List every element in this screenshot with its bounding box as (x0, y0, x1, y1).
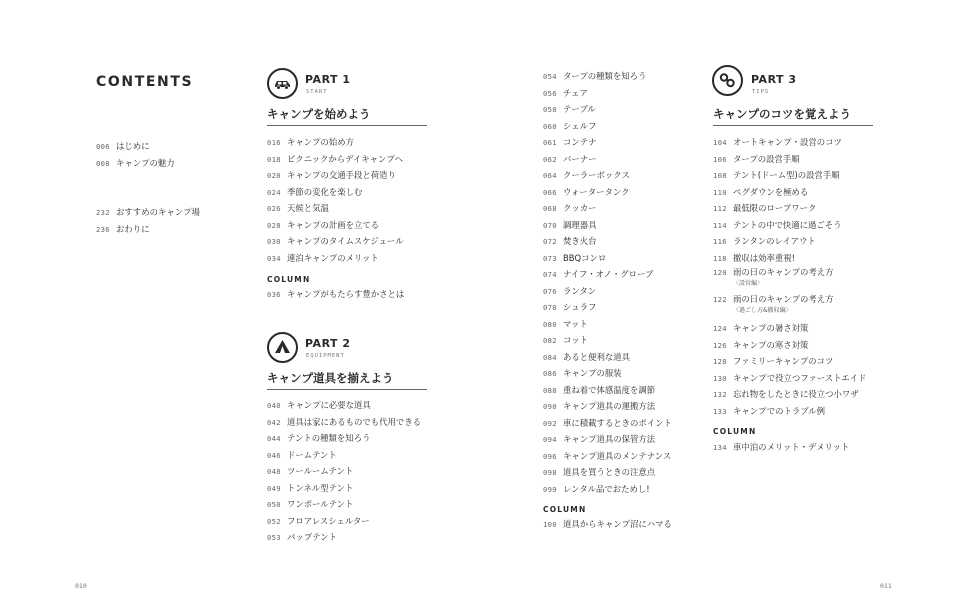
toc-page-number: 068 (543, 204, 557, 213)
toc-page-number: 128 (713, 357, 727, 366)
toc-entry-title: キャンプの寒さ対策 (733, 339, 809, 350)
part3-label: PART 3 (751, 73, 797, 86)
toc-entry (543, 415, 672, 432)
part2-column-label: COLUMN (543, 505, 587, 514)
toc-page-number: 016 (267, 138, 281, 147)
toc-entry-title: キャンプ道具の運搬方法 (563, 401, 656, 411)
toc-entry (543, 481, 672, 498)
toc-entry-title: キャンプの魅力 (116, 157, 175, 168)
toc-entry (267, 217, 404, 234)
outro-list (96, 204, 200, 237)
toc-entry (543, 200, 672, 217)
toc-page-number: 098 (543, 468, 557, 477)
part3-column-label: COLUMN (713, 427, 757, 436)
toc-page-number: 130 (713, 373, 727, 383)
toc-entry-title: テーブル (563, 104, 596, 114)
contents-title: CONTENTS (96, 74, 194, 90)
toc-entry (713, 403, 866, 420)
toc-entry-title: ツールームテント (287, 466, 354, 476)
toc-entry-title: コット (563, 335, 588, 345)
toc-page-number: 100 (543, 520, 557, 529)
toc-entry (267, 496, 421, 513)
part3-sub: TIPS (752, 89, 770, 95)
toc-entry (713, 293, 866, 320)
toc-entry-title: 天候と気温 (287, 203, 329, 213)
toc-entry-title: テントの種類を知ろう (287, 433, 371, 443)
toc-page-number: 090 (543, 402, 557, 411)
car-icon (267, 68, 298, 99)
intro-list (96, 138, 175, 171)
toc-entry (713, 250, 866, 267)
toc-page-number: 034 (267, 253, 281, 263)
toc-entry-title: トンネル型テント (287, 482, 354, 493)
toc-entry (713, 386, 866, 403)
toc-entry (543, 299, 672, 316)
toc-entry (96, 204, 200, 221)
toc-entry-title: 車中泊のメリット・デメリット (733, 442, 850, 452)
toc-entry (713, 217, 866, 234)
toc-page-number: 040 (267, 401, 281, 410)
toc-entry-title: 調理器具 (563, 219, 597, 230)
toc-page-number: 132 (713, 390, 727, 399)
toc-entry-title: キャンプでのトラブル例 (733, 405, 826, 416)
toc-page-number: 073 (543, 253, 557, 263)
toc-entry-title: あると便利な道具 (563, 351, 630, 362)
toc-entry-title: 重ね着で体感温度を調節 (563, 384, 656, 395)
toc-entry-title: ランタン (563, 285, 597, 296)
toc-page-number: 232 (96, 208, 110, 217)
toc-page-number: 018 (267, 154, 281, 164)
toc-entry (713, 266, 866, 293)
toc-page-number: 133 (713, 406, 727, 416)
part1-label: PART 1 (305, 73, 351, 86)
toc-entry (713, 337, 866, 354)
toc-page-number: 066 (543, 187, 557, 197)
toc-entry (543, 250, 672, 267)
toc-entry (543, 68, 672, 85)
toc-entry (96, 221, 200, 238)
toc-page-number: 116 (713, 237, 727, 246)
toc-entry (543, 283, 672, 300)
toc-entry (713, 439, 866, 456)
part1-column-label: COLUMN (267, 275, 311, 284)
toc-page-number: 106 (713, 154, 727, 164)
toc-entry (267, 529, 421, 546)
part2-sub: EQUIPMENT (306, 353, 345, 359)
part3-list (713, 134, 866, 456)
toc-page-number: 084 (543, 352, 557, 362)
toc-page-number: 030 (267, 237, 281, 246)
toc-page-number: 046 (267, 450, 281, 460)
toc-entry-title: 道具からキャンプ沼にハマる (563, 519, 672, 529)
toc-entry-title: テントの中で快適に過ごそう (733, 219, 842, 230)
toc-entry-title: ピクニックからデイキャンプへ (287, 153, 403, 164)
toc-entry-title: オートキャンプ・設営のコツ (733, 137, 842, 147)
toc-entry-title: バーナー (563, 153, 597, 164)
toc-entry-title: 連泊キャンプのメリット (287, 252, 379, 263)
toc-entry-title: クッカー (563, 203, 597, 213)
toc-entry-title: レンタル品でおためし! (563, 483, 650, 494)
toc-page-number: 054 (543, 72, 557, 81)
toc-page-number: 061 (543, 138, 557, 147)
part2-list (267, 397, 421, 546)
part1-column-list (267, 286, 404, 303)
toc-entry-title: 撤収は効率重視! (733, 252, 795, 263)
toc-entry (543, 332, 672, 349)
toc-entry-title: キャンプの暑さ対策 (733, 323, 809, 333)
toc-entry (267, 233, 404, 250)
toc-entry (543, 134, 672, 151)
toc-entry-title: ウォータータンク (563, 186, 630, 197)
toc-entry (543, 217, 672, 234)
toc-page-number: 114 (713, 220, 727, 230)
toc-entry (713, 200, 866, 217)
toc-entry-title: キャンプ道具のメンテナンス (563, 450, 672, 461)
toc-page-number: 110 (713, 187, 727, 197)
toc-page-number: 080 (543, 319, 557, 329)
toc-entry-title: ペグダウンを極める (733, 186, 809, 197)
part1-list (267, 134, 404, 266)
toc-entry-subtitle: 〈設営編〉 (733, 280, 764, 287)
toc-entry-title: 道具を買うときの注意点 (563, 467, 656, 477)
toc-entry (267, 184, 404, 201)
toc-entry (267, 167, 404, 184)
toc-page-number: 122 (713, 295, 727, 304)
toc-entry-title: クーラーボックス (563, 170, 630, 180)
toc-entry-subtitle: 〈過ごし方&撤収編〉 (733, 307, 792, 314)
toc-page-number: 053 (267, 533, 281, 542)
toc-entry (267, 151, 404, 168)
toc-page-number: 064 (543, 171, 557, 180)
toc-entry-title: キャンプの交通手段と荷造り (287, 170, 396, 180)
toc-page-number: 044 (267, 434, 281, 443)
toc-entry (267, 447, 421, 464)
toc-entry (713, 353, 866, 370)
toc-entry-title: タープの設営手順 (733, 153, 800, 164)
toc-entry-title: フロアレスシェルター (287, 515, 370, 526)
toc-page-number: 048 (267, 467, 281, 476)
toc-entry (267, 200, 404, 217)
toc-entry-title: 道具は家にあるものでも代用できる (287, 416, 421, 427)
toc-entry-title: シェルフ (563, 120, 597, 131)
toc-entry (713, 167, 866, 184)
toc-entry-title: マット (563, 318, 588, 329)
toc-page-number: 060 (543, 121, 557, 131)
toc-entry-title: ナイフ・オノ・グローブ (563, 269, 654, 279)
toc-entry-title: コンテナ (563, 137, 597, 147)
toc-page-number: 086 (543, 369, 557, 378)
toc-entry (543, 382, 672, 399)
toc-page-number: 104 (713, 138, 727, 147)
toc-entry (543, 516, 672, 533)
toc-entry-title: キャンプに必要な道具 (287, 400, 371, 410)
part2-label: PART 2 (305, 337, 351, 350)
toc-entry (713, 134, 866, 151)
toc-entry (267, 430, 421, 447)
toc-entry-title: キャンプのタイムスケジュール (287, 236, 404, 246)
toc-page-number: 099 (543, 484, 557, 494)
toc-entry-title: BBQコンロ (563, 252, 607, 263)
toc-entry-title: 雨の日のキャンプの考え方 (733, 294, 834, 304)
toc-entry (713, 320, 866, 337)
toc-page-number: 008 (96, 158, 110, 168)
toc-entry (96, 155, 175, 172)
part1-title: キャンプを始めよう (267, 106, 427, 126)
toc-page-number: 028 (267, 220, 281, 230)
toc-entry-title: おすすめのキャンプ場 (116, 207, 200, 217)
part2-title: キャンプ道具を揃えよう (267, 370, 427, 390)
toc-entry-title: 雨の日のキャンプの考え方 (733, 267, 834, 277)
toc-page-number: 026 (267, 204, 281, 213)
toc-entry-title: キャンプ道具の保管方法 (563, 434, 656, 444)
toc-entry (543, 431, 672, 448)
toc-entry-title: ランタンのレイアウト (733, 236, 816, 246)
toc-page-number: 118 (713, 253, 727, 263)
toc-entry (267, 250, 404, 267)
toc-entry-title: 焚き火台 (563, 236, 597, 246)
toc-page-number: 126 (713, 340, 727, 350)
part1-sub: START (306, 89, 328, 95)
toc-entry (267, 134, 404, 151)
toc-entry-title: 車に積載するときのポイント (563, 417, 672, 428)
toc-entry (543, 101, 672, 118)
toc-page-number: 024 (267, 187, 281, 197)
toc-entry (543, 266, 672, 283)
toc-page-number: 112 (713, 204, 727, 213)
toc-entry (543, 118, 672, 135)
toc-entry (543, 398, 672, 415)
toc-entry-title: チェア (563, 87, 588, 98)
toc-page-number: 020 (267, 171, 281, 180)
toc-page-number: 056 (543, 88, 557, 98)
toc-page-number: 124 (713, 324, 727, 333)
tent-icon (267, 332, 298, 363)
toc-entry (543, 365, 672, 382)
toc-page-number: 070 (543, 220, 557, 230)
toc-page-number: 072 (543, 237, 557, 246)
toc-entry-title: ドームテント (287, 449, 337, 460)
toc-entry (543, 349, 672, 366)
folio-left: 010 (75, 582, 87, 590)
toc-page-number: 006 (96, 142, 110, 151)
toc-entry (543, 184, 672, 201)
toc-entry (543, 167, 672, 184)
toc-entry (267, 414, 421, 431)
toc-entry-title: 最低限のロープワーク (733, 203, 817, 213)
toc-entry-title: キャンプで役立つファーストエイド (733, 372, 867, 383)
toc-entry (267, 397, 421, 414)
toc-entry (713, 233, 866, 250)
folio-right: 011 (880, 582, 892, 590)
toc-page-number: 052 (267, 516, 281, 526)
toc-entry (543, 85, 672, 102)
toc-entry-title: キャンプがもたらす豊かさとは (287, 289, 405, 299)
toc-entry-title: おわりに (116, 223, 150, 234)
toc-page-number: 134 (713, 443, 727, 452)
part2-column-list (543, 516, 672, 533)
toc-entry-title: シュラフ (563, 302, 597, 312)
toc-page-number: 082 (543, 336, 557, 345)
toc-entry-title: はじめに (116, 141, 150, 151)
toc-page-number: 088 (543, 385, 557, 395)
toc-page-number: 062 (543, 154, 557, 164)
part2-continued-list (543, 68, 672, 497)
toc-entry-title: タープの種類を知ろう (563, 71, 647, 81)
toc-page-number: 049 (267, 483, 281, 493)
toc-entry (543, 464, 672, 481)
toc-entry (543, 448, 672, 465)
toc-entry-title: キャンプの計画を立てる (287, 219, 380, 230)
toc-page-number: 042 (267, 417, 281, 427)
toc-page-number: 078 (543, 303, 557, 312)
toc-page-number: 094 (543, 435, 557, 444)
toc-entry-title: 忘れ物をしたときに役立つ小ワザ (733, 389, 859, 399)
toc-entry-title: キャンプの始め方 (287, 137, 354, 147)
toc-page-number: 036 (267, 290, 281, 299)
toc-entry (267, 286, 404, 303)
toc-entry-title: ワンポールテント (287, 499, 354, 509)
toc-page-number: 092 (543, 418, 557, 428)
toc-entry-title: ファミリーキャンプのコツ (733, 356, 834, 366)
toc-entry (543, 233, 672, 250)
knot-icon (712, 65, 743, 96)
toc-entry-title: テント(ドーム型)の設営手順 (733, 170, 840, 180)
toc-entry (267, 480, 421, 497)
toc-page-number: 108 (713, 171, 727, 180)
toc-page-number: 076 (543, 286, 557, 296)
part3-title: キャンプのコツを覚えよう (713, 106, 873, 126)
toc-entry (713, 370, 866, 387)
toc-entry (96, 138, 175, 155)
toc-entry (713, 184, 866, 201)
toc-page-number: 236 (96, 224, 110, 234)
toc-page-number: 050 (267, 500, 281, 509)
toc-page-number: 120 (713, 268, 727, 277)
toc-page-number: 058 (543, 105, 557, 114)
toc-entry (713, 151, 866, 168)
toc-entry (267, 513, 421, 530)
toc-entry (267, 463, 421, 480)
toc-entry (543, 316, 672, 333)
toc-entry-title: 季節の変化を楽しむ (287, 186, 363, 197)
toc-entry (543, 151, 672, 168)
toc-page-number: 074 (543, 270, 557, 279)
toc-entry-title: キャンプの服装 (563, 368, 622, 378)
toc-page-number: 096 (543, 451, 557, 461)
toc-entry-title: パップテント (287, 532, 337, 542)
